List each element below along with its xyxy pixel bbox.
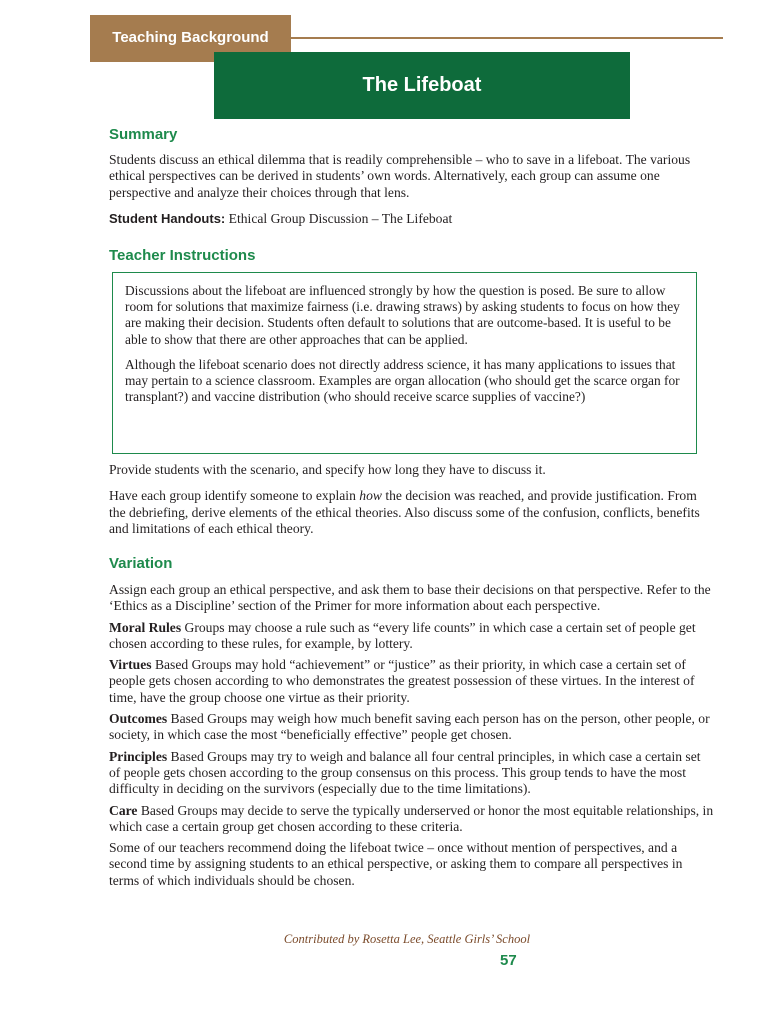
paragraph-2-emphasis: how	[359, 488, 382, 504]
paragraph-2-start: Have each group identify someone to explain	[109, 488, 360, 504]
paragraph-2-end: the decision was reached, and provide justification. From the debriefing, derive elements of the ethical theories. Also discuss some of the confusion, conflicts, benefits and limitations of each ethical theory.	[109, 488, 700, 536]
variation-description: Based Groups may try to weigh and balance all four central principles, in which case a certain set of people gets chosen according to the group consensus on this process. This group tends to have the most difficulty in deciding on the survivors (especially due to the time limitations).	[109, 748, 701, 797]
variation-heading: Variation	[109, 555, 173, 572]
contributor-credit: Contributed by Rosetta Lee, Seattle Girls’ School	[283, 932, 531, 946]
variation-description: Groups may choose a rule such as “every life counts” in which case a certain set of people get chosen according to these rules, for example, by lottery.	[109, 619, 696, 651]
variation-item-moral-rules	[109, 620, 715, 653]
page-number: 57	[500, 952, 517, 969]
variation-term: Principles	[109, 748, 168, 764]
instructions-box	[112, 272, 697, 454]
variation-term: Moral Rules	[109, 619, 182, 635]
variation-item-outcomes	[109, 711, 715, 744]
variation-item-care	[109, 803, 715, 836]
variation-intro: Assign each group an ethical perspective, and ask them to base their decisions on that perspective. Refer to the ‘Ethics as a Discipline’ section of the Primer for more information about each perspective.	[109, 582, 711, 614]
variation-description: Based Groups may decide to serve the typically underserved or honor the most equitable relationships, in which case a certain group get chosen according to these criteria.	[109, 802, 714, 834]
header-rule	[291, 37, 723, 39]
page-title: The Lifeboat	[214, 52, 630, 119]
variation-term: Care	[109, 802, 138, 818]
instructions-box-paragraph-2: Although the lifeboat scenario does not directly address science, it has many applications to issues that may pertain to a science classroom. Examples are organ allocation (who should get the scarce organ for transplant?) and vaccine distribution (who should receive scarce supplies of vaccine?)	[125, 356, 680, 405]
variation-closing: Some of our teachers recommend doing the lifeboat twice – once without mention of perspectives, and a second time by assigning students to an ethical perspective, or asking them to compare all perspectives in terms of which individuals should be chosen.	[109, 840, 683, 888]
section-tab: Teaching Background	[90, 15, 291, 62]
variation-section	[109, 582, 715, 889]
teacher-instructions-heading: Teacher Instructions	[109, 247, 256, 264]
summary-heading: Summary	[109, 126, 178, 143]
summary-section	[109, 152, 715, 227]
variation-description: Based Groups may weigh how much benefit saving each person has on the person, other people, or society, in which case the most “beneficially effective” people get chosen.	[109, 711, 710, 743]
instructions-paragraph-1: Provide students with the scenario, and specify how long they have to discuss it.	[109, 462, 546, 477]
student-handouts	[109, 211, 715, 227]
variation-item-virtues	[109, 657, 715, 706]
summary-text: Students discuss an ethical dilemma that is readily comprehensible – who to save in a lifeboat. The various ethical perspectives can be derived in students’ own words. Alternatively, each group can assume one perspective and analyze their choices through that lens.	[109, 152, 691, 200]
handouts-value: Ethical Group Discussion – The Lifeboat	[228, 210, 453, 226]
variation-description: Based Groups may hold “achievement” or “justice” as their priority, in which case a certain set of people gets chosen according to who demonstrates the greatest possession of these virtues. In the interest of time, have the group choose one virtue as their priority.	[109, 657, 695, 705]
instructions-paragraph-2	[109, 488, 715, 537]
variation-term: Virtues	[109, 657, 152, 673]
handouts-label: Student Handouts:	[109, 210, 226, 226]
instructions-body	[109, 462, 715, 537]
instructions-box-paragraph-1: Discussions about the lifeboat are influenced strongly by how the question is posed. Be sure to allow room for solutions that maximize fairness (i.e. drawing straws) by asking students to focus on how they are making their decision. Students often default to solutions that are outcome-based. It is useful to be able to show that there are other approaches that can be applied.	[125, 283, 680, 347]
variation-term: Outcomes	[109, 711, 168, 727]
variation-item-principles	[109, 749, 715, 798]
